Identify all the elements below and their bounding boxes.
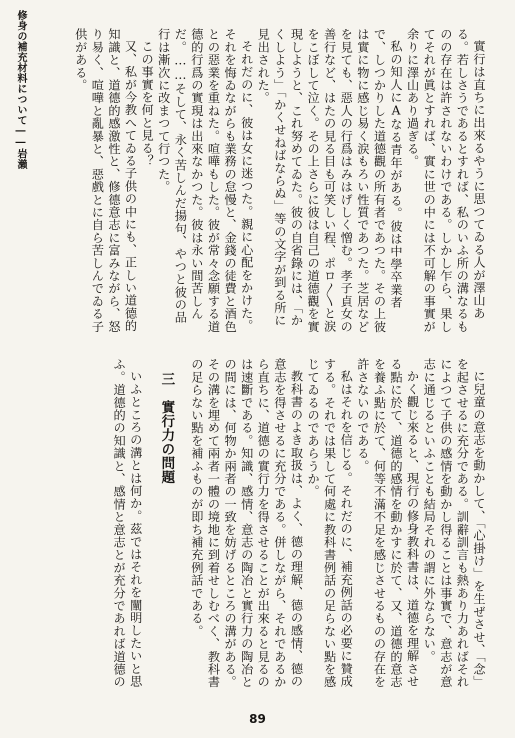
top-text-block: [73, 28, 487, 334]
paragraph: 教科書のよき取扱は、よく、德の理解、德の感情、德の意志を得させるに充分である。併しながら、それであるから直ちに、道德の實行力を得させることが出來ると見るのは速斷である。知識、感情、意志の陶冶と實行力の陶冶との間には、何物か兩者の一致を妨げるところの溝がある。その溝を埋めて兩者一體の境地に到着せしむべく、教科書の足らない點を補ふものが即ち補充例話である。: [189, 358, 304, 689]
paragraph: 私の知人にAなる青年がある。彼は中學卒業者で、しつかりした道德觀の所有者であつた。その上彼は實に物に感じ易く涙もろい性質であつた。芝居などを見ても、惡人の行爲はみはげしく憎む。孝子貞女の善行など、はたの見る目も可笑しい程、ポロ〱と涙をこぼして泣く。その上さらに彼は自己の道德觀を實現しようと、これ努めてゐた。彼の自省錄には、「かくしよう」「かくせねばならぬ」等の文字が到る所に見出された。: [256, 28, 404, 333]
page-number: 89: [249, 712, 266, 726]
paragraph: この事實を何と見る？: [140, 40, 155, 168]
paragraph: いふところの溝とは何か。茲ではそれを闡明したいと思ふ。道德的の知識と、感情と意志とが充分であれば道德の: [112, 358, 143, 689]
section-divider: [24, 346, 491, 347]
paragraph: 又、私が今教へてゐる子供の中にも、正しい道德的知識と、道德的感激性と、修德意志に富みながら、怒り易く、喧嘩と亂暴と、惡戲とに自ら苦しんでゐる子供がある。: [73, 28, 138, 333]
paragraph: に兒童の意志を動かして、「心掛け」を生ぜさせ、「念」を起させるに充分である。訓辭訓言も熱あり力あればそれによつて子供の感情を動かし得ることは事實で、意志が意志に通じるといふことも結局それの謂に外ならない。: [422, 358, 486, 689]
paragraph: それだのに、彼は女に迷つた。親に心配をかけた。それを悔ゐながらも業務の怠慢と、金錢の徒費と酒色との惡業を重ねた。喧嘩もした。彼が常々念願する道德的行爲の實現は出來なかつた。彼は永い間苦しんだ。……そして、永く苦しんだ揚句、やつと彼の品行は漸次に改まつて行つた。: [156, 28, 254, 333]
paragraph: 實行は直ちに出來るやうに思つてゐる人が澤山ある。若しさうであるとすれば、私のいふ所の溝なるものの存在は許されないわけである。しかし乍ら、果してそれが眞とすれば、實に世の中には不可解の事實が余りに澤山あり過ぎる。: [405, 28, 486, 333]
bottom-text-block: [17, 358, 487, 692]
running-head: 修身の補充材料について――岩瀨: [15, 10, 26, 170]
section-heading: 三 實行力の問題: [158, 371, 175, 484]
paragraph: 私はそれを信じる。それだのに、補充例話の必要に贊成する。それでは果して何處に教科書例話の足らない點を感じてゐるのであらうか。: [306, 358, 354, 689]
paragraph: かく觀じ來ると、現行の修身教科書は、道德を理解させる點に於て、道德的感情を動かすに於て、又、道德的意志を養ふ點に於て、何等不滿不足を感じさせるものの存在を許さないのである。: [355, 358, 420, 689]
